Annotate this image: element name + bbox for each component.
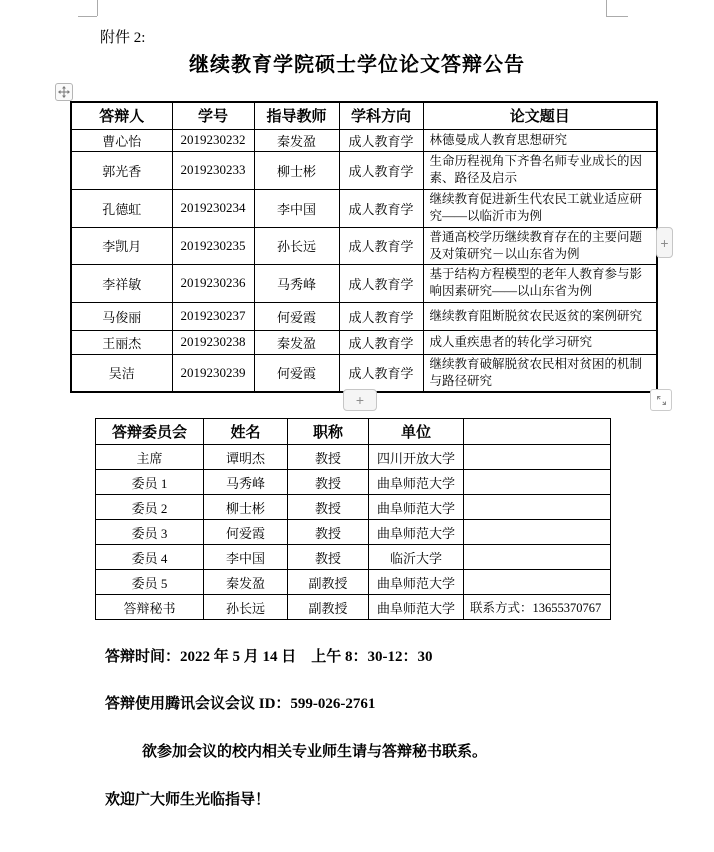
table-row: [96, 570, 611, 595]
advisor-name: 秦发盈: [254, 129, 339, 151]
defense-table-header-row: [71, 102, 657, 129]
table-row: [71, 227, 657, 264]
defender-name: 李祥敏: [71, 264, 172, 302]
committee-col-header: 姓名: [204, 419, 288, 445]
thesis-title: 成人重疾患者的转化学习研究: [423, 330, 657, 354]
thesis-title: 继续教育促进新生代农民工就业适应研究——以临沂市为例: [423, 189, 657, 227]
committee-role: 委员 5: [96, 570, 204, 595]
member-unit: 曲阜师范大学: [369, 495, 464, 520]
member-title: 教授: [288, 495, 369, 520]
defense-table: [70, 101, 658, 393]
member-title: 教授: [288, 545, 369, 570]
committee-role: 委员 3: [96, 520, 204, 545]
four-way-arrow-icon: [58, 86, 70, 98]
advisor-name: 马秀峰: [254, 264, 339, 302]
advisor-name: 秦发盈: [254, 330, 339, 354]
member-note: [464, 545, 611, 570]
student-id: 2019230239: [172, 354, 254, 392]
defender-name: 孔德虹: [71, 189, 172, 227]
member-note: [464, 470, 611, 495]
member-title: 副教授: [288, 570, 369, 595]
page-title: 继续教育学院硕士学位论文答辩公告: [189, 54, 525, 76]
committee-role: 委员 1: [96, 470, 204, 495]
member-name: 孙长远: [204, 595, 288, 620]
committee-col-header: [464, 419, 611, 445]
table-row: [96, 520, 611, 545]
student-id: 2019230238: [172, 330, 254, 354]
member-name: 柳士彬: [204, 495, 288, 520]
table-row: [96, 545, 611, 570]
committee-col-header: 答辩委员会: [96, 419, 204, 445]
member-name: 谭明杰: [204, 445, 288, 470]
defender-name: 曹心怡: [71, 129, 172, 151]
committee-role: 委员 2: [96, 495, 204, 520]
committee-role: 委员 4: [96, 545, 204, 570]
welcome-line: 欢迎广大师生光临指导！: [105, 792, 271, 808]
major: 成人教育学: [339, 330, 423, 354]
major: 成人教育学: [339, 129, 423, 151]
thesis-title: 林德曼成人教育思想研究: [423, 129, 657, 151]
member-title: 教授: [288, 520, 369, 545]
member-note: [464, 495, 611, 520]
defense-col-header: 答辩人: [71, 102, 172, 129]
defender-name: 吴洁: [71, 354, 172, 392]
member-unit: 曲阜师范大学: [369, 470, 464, 495]
margin-corner-mark-right: [606, 0, 607, 16]
defender-name: 李凯月: [71, 227, 172, 264]
member-unit: 曲阜师范大学: [369, 570, 464, 595]
member-note: [464, 445, 611, 470]
committee-col-header: 单位: [369, 419, 464, 445]
member-note: 联系方式：13655370767: [464, 595, 611, 620]
margin-corner-mark-left: [97, 0, 98, 16]
committee-table: [95, 418, 611, 620]
member-unit: 曲阜师范大学: [369, 595, 464, 620]
table-row: [71, 264, 657, 302]
committee-role: 主席: [96, 445, 204, 470]
diagonal-resize-icon: [655, 394, 668, 407]
meeting-id-line: 答辩使用腾讯会议会议 ID：599-026-2761: [105, 696, 376, 712]
table-row: [96, 495, 611, 520]
advisor-name: 柳士彬: [254, 151, 339, 189]
thesis-title: 生命历程视角下齐鲁名师专业成长的因素、路径及启示: [423, 151, 657, 189]
margin-corner-mark-left: [78, 16, 97, 17]
major: 成人教育学: [339, 227, 423, 264]
member-title: 副教授: [288, 595, 369, 620]
member-name: 何爱霞: [204, 520, 288, 545]
defense-col-header: 学科方向: [339, 102, 423, 129]
attachment-label: 附件 2:: [100, 30, 146, 46]
table-row: [96, 470, 611, 495]
student-id: 2019230232: [172, 129, 254, 151]
defender-name: 王丽杰: [71, 330, 172, 354]
member-title: 教授: [288, 445, 369, 470]
member-note: [464, 570, 611, 595]
member-unit: 四川开放大学: [369, 445, 464, 470]
committee-table-header-row: [96, 419, 611, 445]
table-row: [71, 151, 657, 189]
participation-line: 欲参加会议的校内相关专业师生请与答辩秘书联系。: [142, 744, 488, 760]
member-name: 马秀峰: [204, 470, 288, 495]
student-id: 2019230234: [172, 189, 254, 227]
table-resize-handle[interactable]: [650, 389, 672, 411]
advisor-name: 李中国: [254, 189, 339, 227]
defense-time-line: 答辩时间：2022 年 5 月 14 日 上午 8：30-12：30: [105, 649, 433, 665]
table-move-handle[interactable]: [55, 83, 73, 101]
defender-name: 郭光香: [71, 151, 172, 189]
student-id: 2019230235: [172, 227, 254, 264]
table-row: [71, 129, 657, 151]
advisor-name: 何爱霞: [254, 354, 339, 392]
defense-col-header: 学号: [172, 102, 254, 129]
student-id: 2019230236: [172, 264, 254, 302]
table-row: [96, 445, 611, 470]
defense-col-header: 论文题目: [423, 102, 657, 129]
member-unit: 临沂大学: [369, 545, 464, 570]
member-name: 李中国: [204, 545, 288, 570]
thesis-title: 继续教育阻断脱贫农民返贫的案例研究: [423, 302, 657, 330]
committee-role: 答辩秘书: [96, 595, 204, 620]
advisor-name: 何爱霞: [254, 302, 339, 330]
insert-column-plus-button[interactable]: +: [656, 227, 673, 258]
major: 成人教育学: [339, 151, 423, 189]
major: 成人教育学: [339, 264, 423, 302]
thesis-title: 基于结构方程模型的老年人教育参与影响因素研究——以山东省为例: [423, 264, 657, 302]
defense-col-header: 指导教师: [254, 102, 339, 129]
defender-name: 马俊丽: [71, 302, 172, 330]
member-note: [464, 520, 611, 545]
table-row: [71, 354, 657, 392]
member-name: 秦发盈: [204, 570, 288, 595]
major: 成人教育学: [339, 302, 423, 330]
committee-col-header: 职称: [288, 419, 369, 445]
table-row: [71, 302, 657, 330]
thesis-title: 普通高校学历继续教育存在的主要问题及对策研究－以山东省为例: [423, 227, 657, 264]
member-title: 教授: [288, 470, 369, 495]
major: 成人教育学: [339, 354, 423, 392]
student-id: 2019230233: [172, 151, 254, 189]
margin-corner-mark-right: [606, 16, 628, 17]
thesis-title: 继续教育破解脱贫农民相对贫困的机制与路径研究: [423, 354, 657, 392]
insert-row-plus-button[interactable]: +: [343, 389, 377, 411]
advisor-name: 孙长远: [254, 227, 339, 264]
table-row: [71, 330, 657, 354]
table-row: [71, 189, 657, 227]
student-id: 2019230237: [172, 302, 254, 330]
table-row: [96, 595, 611, 620]
member-unit: 曲阜师范大学: [369, 520, 464, 545]
major: 成人教育学: [339, 189, 423, 227]
